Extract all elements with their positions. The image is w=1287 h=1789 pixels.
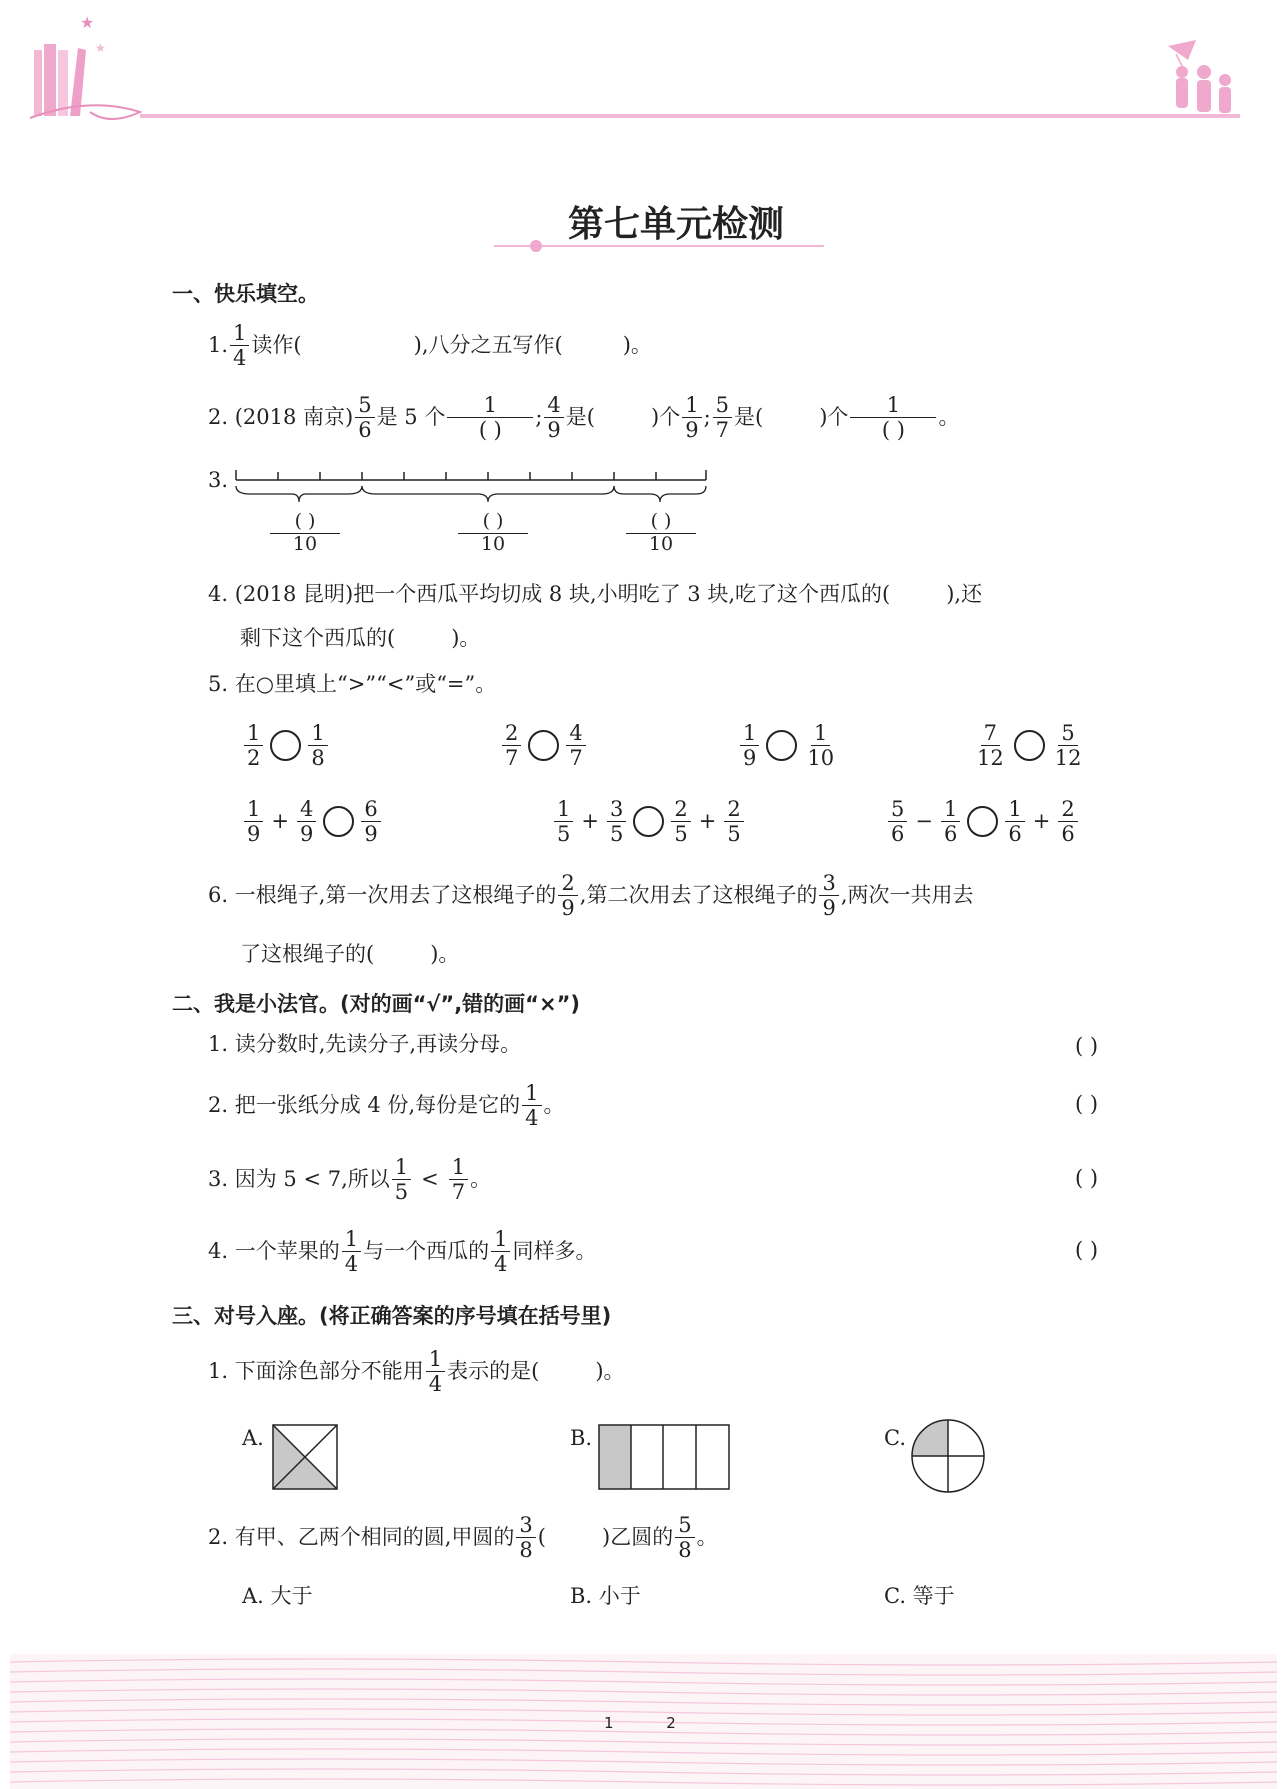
text: 读作( <box>251 333 302 358</box>
compare-item: $\frac{1}{9}$ $\frac{1}{10}$ <box>738 722 839 769</box>
number-line-label-3[interactable]: $\frac{( )}{10}$ <box>624 512 698 555</box>
text: 在○里填上“>”“<”或“=”。 <box>234 672 497 696</box>
number-line-label-2[interactable]: $\frac{( )}{10}$ <box>456 512 530 555</box>
text: ,两次一共用去 <box>840 883 974 908</box>
option-a-square-diagram[interactable] <box>272 1424 338 1490</box>
brace-2 <box>362 486 614 502</box>
fraction: $\frac{5}{7}$ <box>713 394 732 441</box>
option-b-text[interactable]: B. 小于 <box>570 1584 641 1608</box>
section-1-heading: 一、快乐填空。 <box>172 282 319 306</box>
section-2-heading: 二、我是小法官。(对的画“√”,错的画“×”) <box>172 992 580 1016</box>
compare-circle[interactable] <box>967 806 998 837</box>
text: (2018 昆明)把一个西瓜平均切成 8 块,小明吃了 3 块,吃了这个西瓜的( <box>234 582 891 606</box>
compare-circle[interactable] <box>633 806 664 837</box>
fraction-blank[interactable]: $\frac{1}{( )}$ <box>850 394 936 441</box>
text: ),八分之五写作( <box>413 333 563 358</box>
number-line-label-1[interactable]: $\frac{( )}{10}$ <box>268 512 342 555</box>
s1-question-3-number: 3. <box>208 468 229 492</box>
judge-item-2: 2. 把一张纸分成 4 份,每份是它的 $\frac{1}{4}$ 。 <box>208 1081 565 1131</box>
judge-item-4: 4. 一个苹果的 $\frac{1}{4}$ 与一个西瓜的 $\frac{1}{4}$ 同样多。 <box>208 1227 597 1277</box>
compare-item: $\frac{1}{5}$ + $\frac{3}{5}$ $\frac{2}{5}$ + $\frac{2}{5}$ <box>552 798 746 845</box>
fraction: $\frac{4}{9}$ <box>544 394 563 441</box>
compare-item: $\frac{1}{2}$ $\frac{1}{8}$ <box>242 722 330 769</box>
compare-circle[interactable] <box>323 806 354 837</box>
brace-3 <box>614 486 706 502</box>
option-c-text[interactable]: C. 等于 <box>884 1584 955 1608</box>
text: 一根绳子,第一次用去了这根绳子的 <box>234 883 557 908</box>
text: 剩下这个西瓜的( <box>240 626 396 650</box>
text: 了这根绳子的( <box>240 942 375 966</box>
judge-item-3: 3. 因为 5 < 7,所以 $\frac{1}{5}$ < $\frac{1}{7}$ 。 <box>208 1155 492 1205</box>
page-title: 第七单元检测 <box>568 203 785 245</box>
s1-question-2 <box>208 394 959 441</box>
question-number: 4. <box>208 582 229 606</box>
judge-answer-paren[interactable]: ( ) <box>1075 1238 1099 1262</box>
text: )。 <box>430 942 460 966</box>
s3-question-1: 1. 下面涂色部分不能用 $\frac{1}{4}$ 表示的是( )。 <box>208 1347 625 1397</box>
text: 是( <box>734 405 764 430</box>
s1-question-6-line1: 6. 一根绳子,第一次用去了这根绳子的 $\frac{2}{9}$ ,第二次用去了这根绳子的 $\frac{3}{9}$ ,两次一共用去 <box>208 871 974 921</box>
section-3-heading: 三、对号入座。(将正确答案的序号填在括号里) <box>172 1304 612 1328</box>
text: ),还 <box>946 582 983 606</box>
s1-question-1 <box>208 322 652 369</box>
compare-item: $\frac{7}{12}$ $\frac{5}{12}$ <box>977 721 1082 771</box>
header-decoration <box>0 0 1287 140</box>
compare-item: $\frac{5}{6}$ − $\frac{1}{6}$ $\frac{1}{6}$ + $\frac{2}{6}$ <box>886 798 1080 845</box>
compare-circle[interactable] <box>1014 730 1045 761</box>
page-number: 1 2 <box>604 1714 676 1732</box>
s1-question-5 <box>208 674 496 695</box>
text: )个 <box>651 405 681 430</box>
question-number: 5. <box>208 672 229 696</box>
option-a-text[interactable]: A. 大于 <box>242 1584 313 1608</box>
s1-question-6-line2 <box>240 944 459 965</box>
s3-question-2: 2. 有甲、乙两个相同的圆,甲圆的 $\frac{3}{8}$ ( )乙圆的 $\frac{5}{8}$ 。 <box>208 1513 718 1563</box>
compare-item: $\frac{1}{9}$ + $\frac{4}{9}$ $\frac{6}{9}$ <box>242 798 383 845</box>
kids-kite-icon <box>1168 40 1231 113</box>
option-b-strip-diagram[interactable] <box>598 1424 730 1490</box>
answer-blank[interactable] <box>374 944 430 965</box>
option-c-label: C. <box>884 1426 906 1450</box>
text: 是( <box>565 405 595 430</box>
text: 是 5 个 <box>376 405 446 430</box>
judge-answer-paren[interactable]: ( ) <box>1075 1034 1099 1058</box>
brace-1 <box>236 486 362 502</box>
judge-answer-paren[interactable]: ( ) <box>1075 1166 1099 1190</box>
s1-question-4-line2 <box>240 628 480 649</box>
text: 。 <box>938 405 960 430</box>
option-b-label: B. <box>570 1426 593 1450</box>
compare-circle[interactable] <box>766 730 797 761</box>
fraction: $\frac{1}{9}$ <box>682 394 701 441</box>
svg-text:★: ★ <box>80 13 95 32</box>
text: )个 <box>819 405 849 430</box>
title-underline <box>494 238 824 254</box>
compare-circle[interactable] <box>528 730 559 761</box>
svg-text:★: ★ <box>95 41 106 55</box>
answer-blank[interactable] <box>395 628 451 649</box>
text: ,第二次用去了这根绳子的 <box>579 883 818 908</box>
text: )。 <box>622 333 652 358</box>
question-number: 2. <box>208 405 229 430</box>
compare-circle[interactable] <box>270 730 301 761</box>
option-a-label: A. <box>242 1426 264 1450</box>
compare-item: $\frac{2}{7}$ $\frac{4}{7}$ <box>500 722 588 769</box>
text: ; <box>703 405 711 430</box>
question-number: 6. <box>208 883 229 908</box>
fraction-blank[interactable]: $\frac{1}{( )}$ <box>447 394 533 441</box>
question-number: 1. <box>208 333 229 358</box>
fraction: $\frac{5}{6}$ <box>355 394 374 441</box>
source-tag: (2018 南京) <box>234 405 354 430</box>
books-logo-icon <box>30 13 140 119</box>
judge-answer-paren[interactable]: ( ) <box>1075 1092 1099 1116</box>
answer-blank[interactable] <box>890 584 946 605</box>
text: ; <box>535 405 543 430</box>
option-c-circle-diagram[interactable] <box>910 1418 986 1494</box>
judge-item-1: 1. 读分数时,先读分子,再读分母。 <box>208 1032 522 1056</box>
fraction: $\frac{1}{4}$ <box>230 322 249 369</box>
s1-question-4-line1 <box>208 584 982 605</box>
text: )。 <box>451 626 481 650</box>
